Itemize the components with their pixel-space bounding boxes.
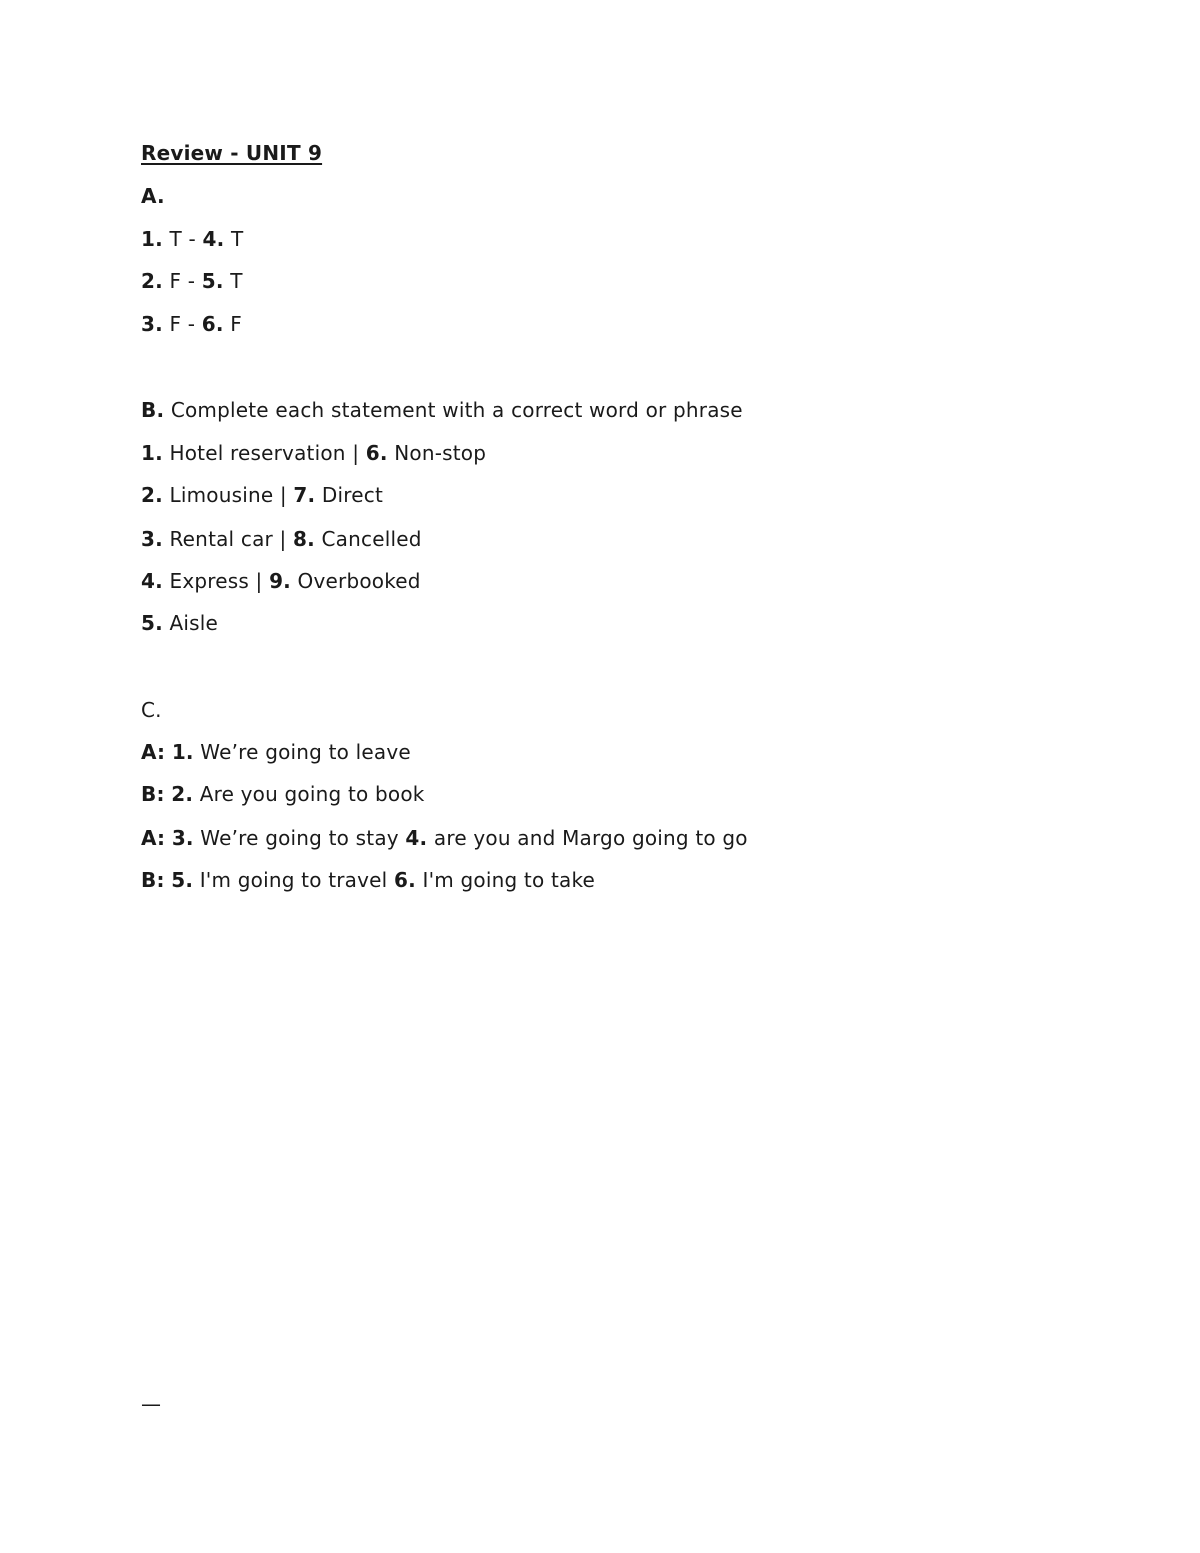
section-b-instruction: Complete each statement with a correct word or phrase <box>170 398 743 422</box>
section-b-heading: B. Complete each statement with a correct word or phrase <box>141 398 743 422</box>
section-b-row-4: 4. Express | 9. Overbooked <box>141 569 421 593</box>
section-b-row-5: 5. Aisle <box>141 611 219 635</box>
section-c-heading: C. <box>141 698 162 722</box>
section-c-row-2: B: 2. Are you going to book <box>141 782 425 806</box>
section-c-row-1: A: 1. We’re going to leave <box>141 740 411 764</box>
section-a-row-3: 3. F - 6. F <box>141 312 242 336</box>
section-c-row-3: A: 3. We’re going to stay 4. are you and Margo going to go <box>141 826 748 850</box>
section-b-row-2: 2. Limousine | 7. Direct <box>141 483 383 507</box>
footer-mark: — <box>141 1392 161 1416</box>
section-a-heading: A. <box>141 184 165 208</box>
section-b-row-1: 1. Hotel reservation | 6. Non-stop <box>141 441 487 465</box>
section-b-row-3: 3. Rental car | 8. Cancelled <box>141 527 422 551</box>
section-a-row-1: 1. T - 4. T <box>141 227 244 251</box>
section-a-row-2: 2. F - 5. T <box>141 269 243 293</box>
document-title: Review - UNIT 9 <box>141 141 323 165</box>
section-c-row-4: B: 5. I'm going to travel 6. I'm going to take <box>141 868 596 892</box>
